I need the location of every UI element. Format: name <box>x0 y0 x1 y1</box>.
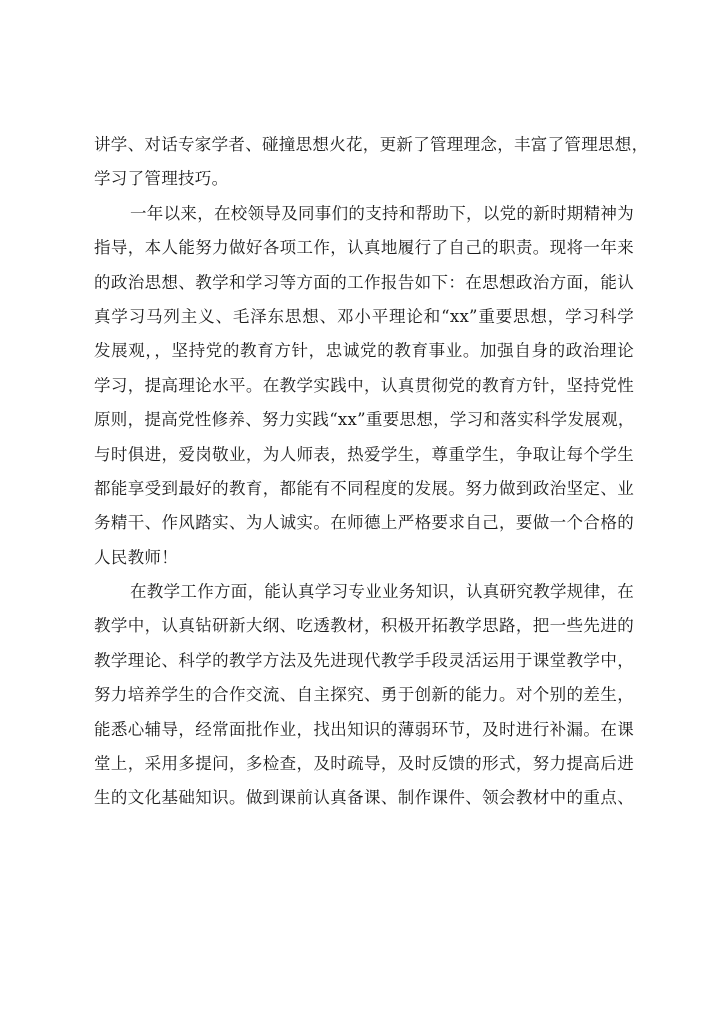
text-line: 务精干、作风踏实、为人诚实。在师德上严格要求自己，要做一个合格的 <box>94 513 634 533</box>
text-line: 学习了管理技巧。 <box>94 169 229 189</box>
paragraph <box>94 128 649 197</box>
text-line: 努力培养学生的合作交流、自主探究、勇于创新的能力。对个别的差生， <box>94 685 634 705</box>
text-line: 讲学、对话专家学者、碰撞思想火花，更新了管理理念，丰富了管理思想， <box>94 135 649 154</box>
text-line: 教学理论、科学的教学方法及先进现代教学手段灵活运用于课堂教学中， <box>94 650 634 670</box>
paragraph <box>94 575 634 816</box>
text-line: 一年以来，在校领导及同事们的支持和帮助下，以党的新时期精神为 <box>130 203 634 223</box>
text-line: 都能享受到最好的教育，都能有不同程度的发展。努力做到政治坚定、业 <box>94 478 634 498</box>
text-line: 学习，提高理论水平。在教学实践中，认真贯彻党的教育方针，坚持党性 <box>94 375 634 395</box>
text-line: 发展观，，坚持党的教育方针，忠诚党的教育事业。加强自身的政治理论 <box>94 341 634 361</box>
text-line: 教学中，认真钻研新大纲、吃透教材，积极开拓教学思路，把一些先进的 <box>94 616 634 636</box>
text-line: 生的文化基础知识。做到课前认真备课、制作课件、领会教材中的重点、 <box>94 788 634 808</box>
text-line: 的政治思想、教学和学习等方面的工作报告如下：在思想政治方面，能认 <box>94 272 634 292</box>
text-line: 原则，提高党性修养、努力实践“xx”重要思想，学习和落实科学发展观， <box>94 410 635 430</box>
text-line: 堂上，采用多提问，多检查，及时疏导，及时反馈的形式，努力提高后进 <box>94 754 634 774</box>
text-line: 人民教师！ <box>94 547 178 567</box>
document-page <box>94 128 649 816</box>
text-line: 指导，本人能努力做好各项工作，认真地履行了自己的职责。现将一年来 <box>94 238 634 258</box>
text-line: 能悉心辅导，经常面批作业，找出知识的薄弱环节，及时进行补漏。在课 <box>94 719 634 739</box>
text-line: 在教学工作方面，能认真学习专业业务知识，认真研究教学规律，在 <box>130 582 634 602</box>
text-line: 与时俱进，爱岗敬业，为人师表，热爱学生，尊重学生，争取让每个学生 <box>94 444 634 464</box>
paragraph <box>94 197 634 575</box>
text-line: 真学习马列主义、毛泽东思想、邓小平理论和“xx”重要思想，学习科学 <box>94 306 634 326</box>
